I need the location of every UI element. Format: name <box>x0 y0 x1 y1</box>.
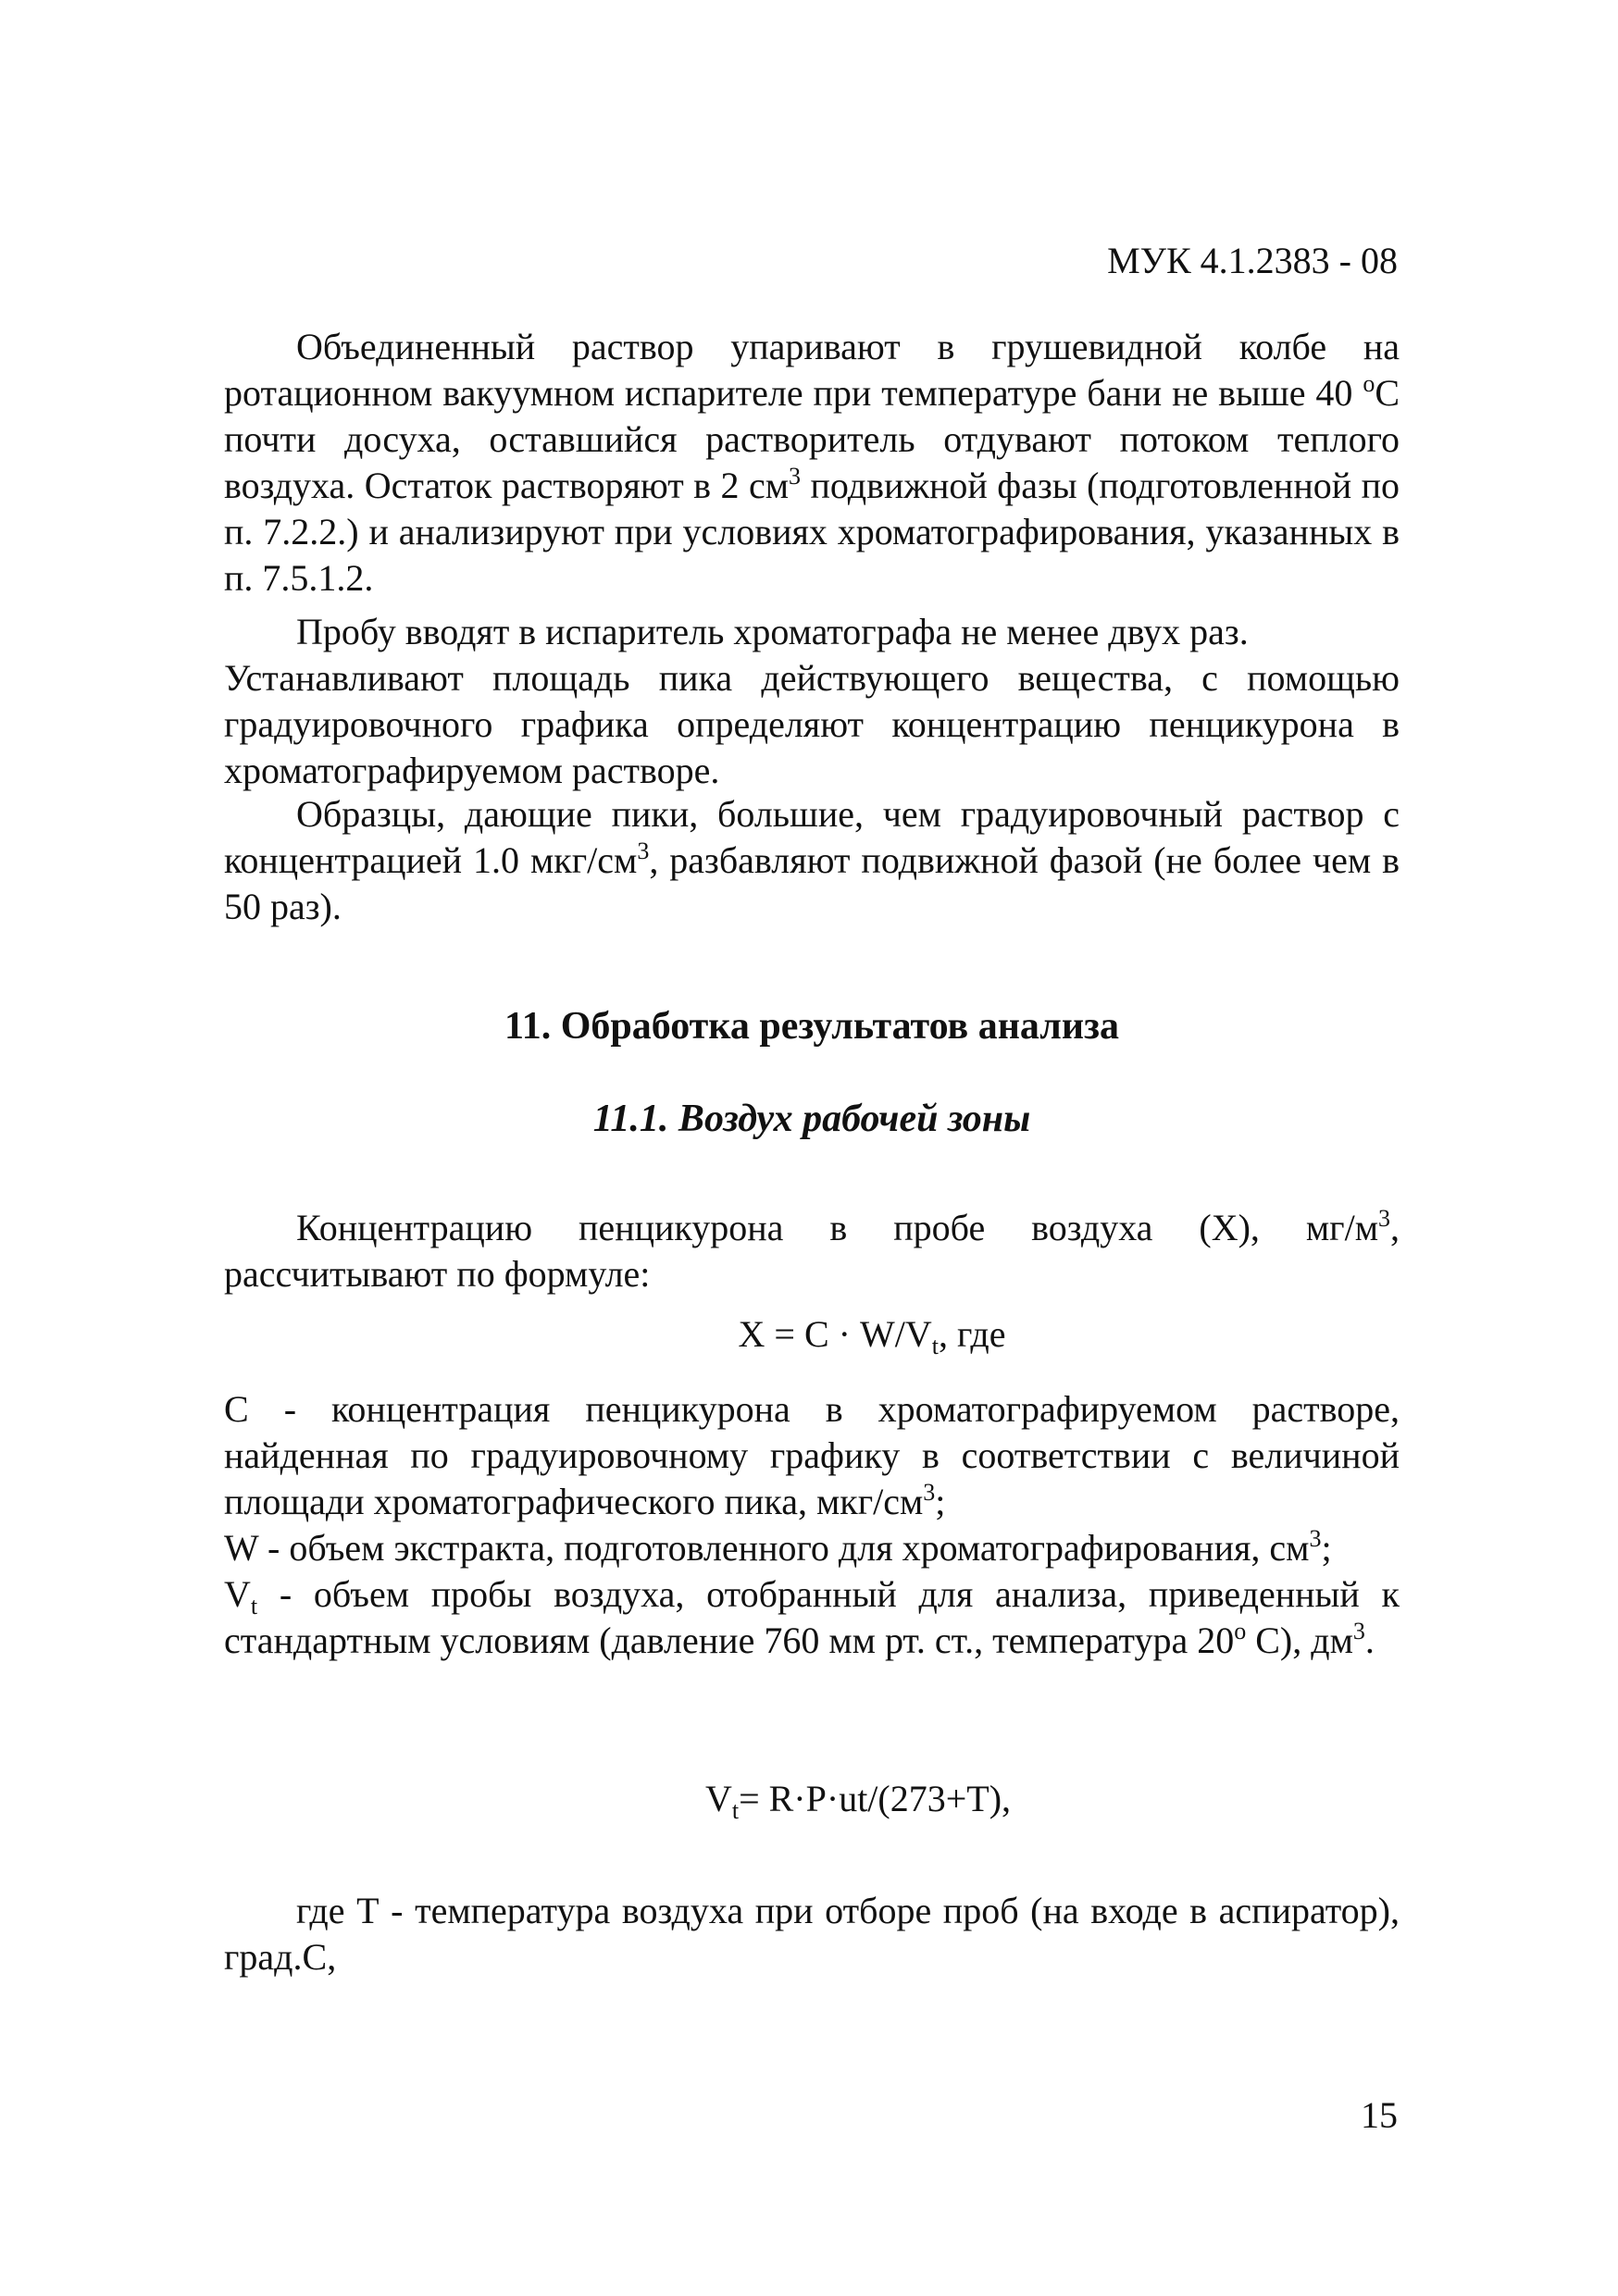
paragraph-injection: Пробу вводят в испаритель хроматографа не менее двух раз. <box>296 611 1249 652</box>
subsection-title: 11.1. Воздух рабочей зоны <box>592 1098 1031 1140</box>
definition-c: С - концентрация пенцикурона в хроматографируемом растворе, найденная по градуировочному графику в соответствии с величиной площади хроматографического пика, мкг/$см^3$; <box>224 1388 1400 1522</box>
definition-w: W - объем экстракта, подготовленного для хроматографирования, $см^3$; <box>224 1525 1332 1569</box>
formula-air-volume: $V_t= R\cdot P\cdot ut/(273+T)$, <box>704 1778 1012 1824</box>
paragraph-formula-intro: Концентрацию пенцикурона в пробе воздуха (Х), $мг/м^3$, рассчитывают по формуле: <box>224 1205 1400 1295</box>
section-title: 11. Обработка результатов анализа <box>504 1005 1119 1048</box>
paragraph-dilution: Образцы, дающие пики, большие, чем градуировочный раствор с концентрацией 1.0 мкг/$см^3$, разбавляют подвижной фазой (не более чем в 50 раз). <box>224 793 1400 927</box>
paragraph-peak-area: Устанавливают площадь пика действующего вещества, с помощью градуировочного графика определяют концентрацию пенцикурона в хроматографируемом растворе. <box>224 657 1400 791</box>
formula-concentration: $Х = С \cdot W/V_t$, где <box>738 1313 1006 1359</box>
paragraph-temperature: где Т - температура воздуха при отборе проб (на входе в аспиратор), град.С, <box>224 1890 1400 1978</box>
paragraph-evaporation: Объединенный раствор упаривают в грушевидной колбе на ротационном вакуумном испарителе при температуре бани не выше 40 $^о$С почти досуха, оставшийся растворитель отдувают потоком теплого воздуха. Остаток растворяют в 2 $см^3$ подвижной фазы (подготовленной по п. 7.2.2.) и анализируют при условиях хроматографирования, указанных в п. 7.5.1.2. <box>224 326 1400 599</box>
document-code: МУК 4.1.2383 - 08 <box>1107 240 1398 281</box>
page-number: 15 <box>1361 2094 1398 2136</box>
definition-vt: $V_t$ - объем пробы воздуха, отобранный для анализа, приведенный к стандартным условиям (давление 760 мм рт. ст., температура $20^о$ С), $дм^3$. <box>224 1573 1400 1661</box>
formula-definitions <box>224 1386 1400 1664</box>
